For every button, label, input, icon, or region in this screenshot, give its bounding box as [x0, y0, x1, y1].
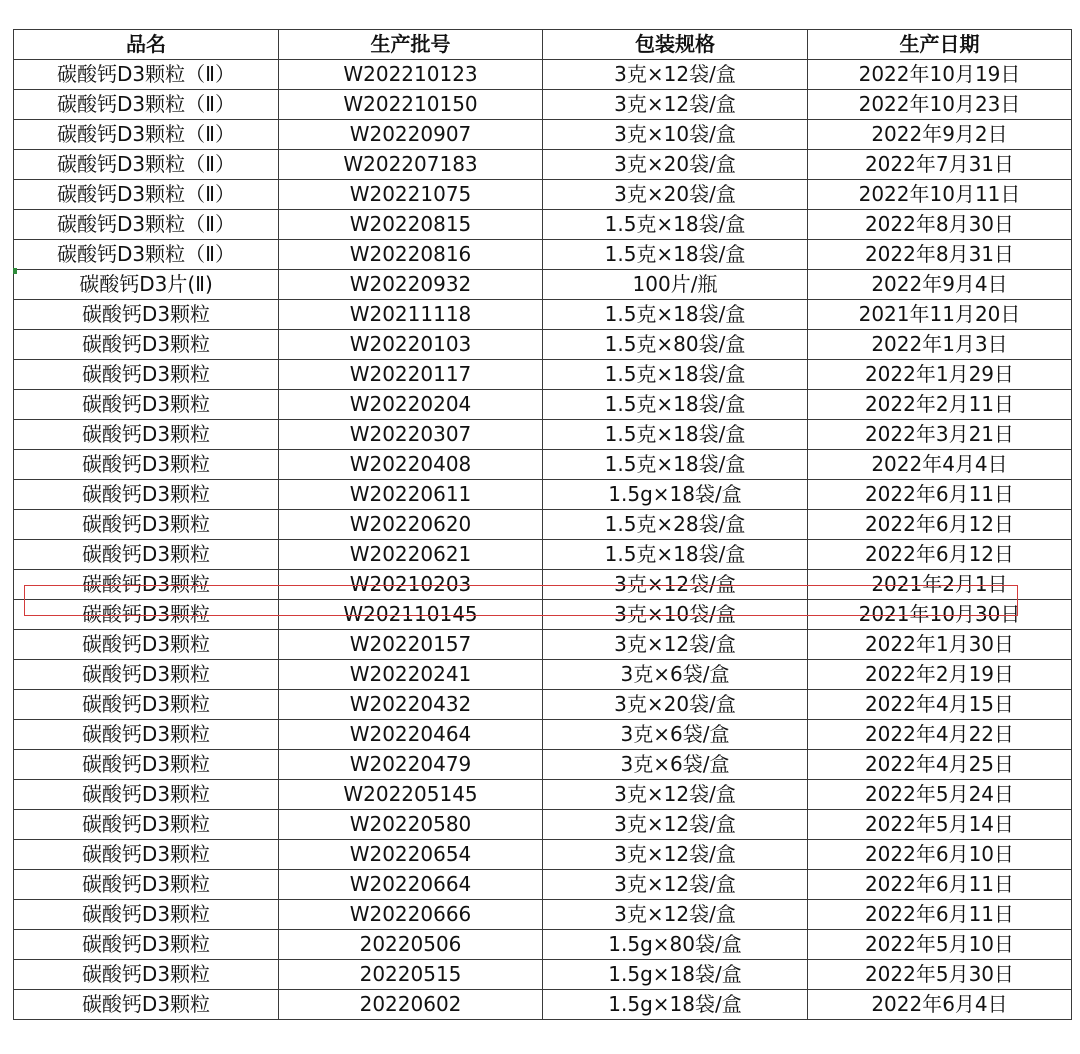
cell-product-name: 碳酸钙D3颗粒 — [14, 630, 279, 660]
header-package-spec: 包装规格 — [543, 30, 808, 60]
table-row — [14, 660, 1072, 690]
cell-package-spec: 3克×20袋/盒 — [543, 150, 808, 180]
table-body — [14, 60, 1072, 1020]
cell-package-spec: 1.5g×18袋/盒 — [543, 480, 808, 510]
cell-production-date: 2022年5月24日 — [808, 780, 1072, 810]
cell-product-name: 碳酸钙D3颗粒 — [14, 450, 279, 480]
cell-package-spec: 3克×10袋/盒 — [543, 120, 808, 150]
cell-batch-number: W20220432 — [279, 690, 543, 720]
table-row — [14, 300, 1072, 330]
cell-package-spec: 1.5克×28袋/盒 — [543, 510, 808, 540]
table-row — [14, 360, 1072, 390]
cell-production-date: 2022年10月11日 — [808, 180, 1072, 210]
cell-product-name: 碳酸钙D3颗粒 — [14, 900, 279, 930]
cell-production-date: 2022年7月31日 — [808, 150, 1072, 180]
table-row — [14, 900, 1072, 930]
cell-production-date: 2022年10月19日 — [808, 60, 1072, 90]
cell-product-name: 碳酸钙D3颗粒（Ⅱ） — [14, 150, 279, 180]
cell-production-date: 2022年6月11日 — [808, 480, 1072, 510]
cell-package-spec: 3克×12袋/盒 — [543, 900, 808, 930]
cell-production-date: 2022年3月21日 — [808, 420, 1072, 450]
cell-batch-number: W20220654 — [279, 840, 543, 870]
table-row — [14, 330, 1072, 360]
cell-production-date: 2022年4月4日 — [808, 450, 1072, 480]
cell-production-date: 2022年2月19日 — [808, 660, 1072, 690]
cell-package-spec: 3克×6袋/盒 — [543, 720, 808, 750]
cell-product-name: 碳酸钙D3颗粒 — [14, 330, 279, 360]
cell-package-spec: 1.5克×80袋/盒 — [543, 330, 808, 360]
cell-production-date: 2022年2月11日 — [808, 390, 1072, 420]
cell-batch-number: W20220621 — [279, 540, 543, 570]
cell-production-date: 2022年4月25日 — [808, 750, 1072, 780]
table-row — [14, 390, 1072, 420]
cell-package-spec: 1.5克×18袋/盒 — [543, 210, 808, 240]
table-row — [14, 240, 1072, 270]
table-row — [14, 720, 1072, 750]
cell-product-name: 碳酸钙D3片(Ⅱ) — [14, 270, 279, 300]
cell-batch-number: W20211118 — [279, 300, 543, 330]
cell-production-date: 2022年5月14日 — [808, 810, 1072, 840]
cell-package-spec: 1.5克×18袋/盒 — [543, 420, 808, 450]
cell-batch-number: W20220157 — [279, 630, 543, 660]
cell-batch-number: W20220815 — [279, 210, 543, 240]
cell-batch-number: W202207183 — [279, 150, 543, 180]
cell-product-name: 碳酸钙D3颗粒 — [14, 510, 279, 540]
cell-batch-number: W20220664 — [279, 870, 543, 900]
cell-product-name: 碳酸钙D3颗粒 — [14, 390, 279, 420]
cell-production-date: 2022年4月22日 — [808, 720, 1072, 750]
cell-product-name: 碳酸钙D3颗粒 — [14, 960, 279, 990]
cell-package-spec: 3克×12袋/盒 — [543, 810, 808, 840]
cell-production-date: 2022年8月31日 — [808, 240, 1072, 270]
cell-batch-number: W20220204 — [279, 390, 543, 420]
cell-product-name: 碳酸钙D3颗粒（Ⅱ） — [14, 60, 279, 90]
cell-product-name: 碳酸钙D3颗粒 — [14, 720, 279, 750]
cell-package-spec: 3克×20袋/盒 — [543, 690, 808, 720]
table-row — [14, 510, 1072, 540]
cell-batch-number: 20220506 — [279, 930, 543, 960]
cell-product-name: 碳酸钙D3颗粒 — [14, 690, 279, 720]
cell-batch-number: W20220464 — [279, 720, 543, 750]
cell-package-spec: 1.5克×18袋/盒 — [543, 540, 808, 570]
cell-batch-number: W202210123 — [279, 60, 543, 90]
cell-batch-number: W20220666 — [279, 900, 543, 930]
cell-product-name: 碳酸钙D3颗粒（Ⅱ） — [14, 180, 279, 210]
cell-production-date: 2022年6月10日 — [808, 840, 1072, 870]
table-row — [14, 780, 1072, 810]
cell-production-date: 2021年2月1日 — [808, 570, 1072, 600]
cell-production-date: 2022年10月23日 — [808, 90, 1072, 120]
cell-batch-number: W20220103 — [279, 330, 543, 360]
cell-package-spec: 1.5g×18袋/盒 — [543, 960, 808, 990]
table-row — [14, 540, 1072, 570]
header-production-date: 生产日期 — [808, 30, 1072, 60]
cell-batch-number: 20220602 — [279, 990, 543, 1020]
cell-corner-mark — [13, 268, 17, 274]
cell-package-spec: 3克×12袋/盒 — [543, 840, 808, 870]
cell-production-date: 2022年6月12日 — [808, 510, 1072, 540]
cell-batch-number: W20220816 — [279, 240, 543, 270]
cell-product-name: 碳酸钙D3颗粒（Ⅱ） — [14, 210, 279, 240]
cell-product-name: 碳酸钙D3颗粒 — [14, 300, 279, 330]
cell-package-spec: 3克×6袋/盒 — [543, 750, 808, 780]
cell-production-date: 2022年9月2日 — [808, 120, 1072, 150]
cell-package-spec: 3克×12袋/盒 — [543, 630, 808, 660]
cell-product-name: 碳酸钙D3颗粒 — [14, 750, 279, 780]
cell-package-spec: 1.5克×18袋/盒 — [543, 360, 808, 390]
cell-package-spec: 100片/瓶 — [543, 270, 808, 300]
cell-product-name: 碳酸钙D3颗粒 — [14, 480, 279, 510]
table-row — [14, 480, 1072, 510]
cell-batch-number: W20220479 — [279, 750, 543, 780]
cell-product-name: 碳酸钙D3颗粒 — [14, 990, 279, 1020]
table-row — [14, 420, 1072, 450]
cell-package-spec: 3克×12袋/盒 — [543, 570, 808, 600]
cell-production-date: 2022年6月11日 — [808, 870, 1072, 900]
cell-batch-number: W20220932 — [279, 270, 543, 300]
cell-package-spec: 3克×10袋/盒 — [543, 600, 808, 630]
cell-batch-number: W20220611 — [279, 480, 543, 510]
cell-product-name: 碳酸钙D3颗粒 — [14, 780, 279, 810]
cell-production-date: 2021年10月30日 — [808, 600, 1072, 630]
cell-package-spec: 3克×12袋/盒 — [543, 90, 808, 120]
cell-package-spec: 1.5g×80袋/盒 — [543, 930, 808, 960]
table-row — [14, 810, 1072, 840]
cell-batch-number: W20220408 — [279, 450, 543, 480]
table-row — [14, 90, 1072, 120]
cell-product-name: 碳酸钙D3颗粒 — [14, 540, 279, 570]
batch-table — [13, 29, 1072, 1020]
table-row — [14, 180, 1072, 210]
cell-batch-number: W20220307 — [279, 420, 543, 450]
cell-batch-number: W202205145 — [279, 780, 543, 810]
cell-batch-number: W20221075 — [279, 180, 543, 210]
cell-batch-number: W20220241 — [279, 660, 543, 690]
table-row — [14, 120, 1072, 150]
cell-production-date: 2022年1月29日 — [808, 360, 1072, 390]
header-row — [14, 30, 1072, 60]
cell-production-date: 2022年9月4日 — [808, 270, 1072, 300]
header-batch-number: 生产批号 — [279, 30, 543, 60]
cell-product-name: 碳酸钙D3颗粒 — [14, 870, 279, 900]
cell-batch-number: W202210150 — [279, 90, 543, 120]
cell-product-name: 碳酸钙D3颗粒 — [14, 420, 279, 450]
cell-product-name: 碳酸钙D3颗粒 — [14, 930, 279, 960]
table-row — [14, 930, 1072, 960]
table-row — [14, 450, 1072, 480]
cell-production-date: 2022年5月30日 — [808, 960, 1072, 990]
table-row — [14, 150, 1072, 180]
cell-batch-number: W20220620 — [279, 510, 543, 540]
table-row — [14, 960, 1072, 990]
table-row — [14, 210, 1072, 240]
cell-product-name: 碳酸钙D3颗粒 — [14, 360, 279, 390]
cell-package-spec: 1.5克×18袋/盒 — [543, 240, 808, 270]
cell-package-spec: 1.5克×18袋/盒 — [543, 300, 808, 330]
cell-production-date: 2021年11月20日 — [808, 300, 1072, 330]
cell-production-date: 2022年5月10日 — [808, 930, 1072, 960]
cell-production-date: 2022年6月12日 — [808, 540, 1072, 570]
cell-production-date: 2022年6月11日 — [808, 900, 1072, 930]
cell-production-date: 2022年6月4日 — [808, 990, 1072, 1020]
cell-package-spec: 3克×12袋/盒 — [543, 60, 808, 90]
table-row — [14, 600, 1072, 630]
cell-package-spec: 3克×20袋/盒 — [543, 180, 808, 210]
table-row — [14, 990, 1072, 1020]
table-row — [14, 570, 1072, 600]
table-row — [14, 870, 1072, 900]
cell-product-name: 碳酸钙D3颗粒（Ⅱ） — [14, 240, 279, 270]
table-row — [14, 630, 1072, 660]
cell-package-spec: 1.5g×18袋/盒 — [543, 990, 808, 1020]
cell-package-spec: 3克×12袋/盒 — [543, 780, 808, 810]
table-row — [14, 750, 1072, 780]
table-row — [14, 690, 1072, 720]
cell-batch-number: W20220907 — [279, 120, 543, 150]
cell-production-date: 2022年4月15日 — [808, 690, 1072, 720]
cell-batch-number: W20220580 — [279, 810, 543, 840]
batch-sheet — [13, 29, 1071, 1020]
cell-production-date: 2022年1月3日 — [808, 330, 1072, 360]
cell-product-name: 碳酸钙D3颗粒 — [14, 570, 279, 600]
cell-production-date: 2022年8月30日 — [808, 210, 1072, 240]
cell-package-spec: 1.5克×18袋/盒 — [543, 450, 808, 480]
cell-package-spec: 1.5克×18袋/盒 — [543, 390, 808, 420]
header-product-name: 品名 — [14, 30, 279, 60]
cell-product-name: 碳酸钙D3颗粒 — [14, 840, 279, 870]
table-row — [14, 840, 1072, 870]
cell-package-spec: 3克×12袋/盒 — [543, 870, 808, 900]
table-row — [14, 270, 1072, 300]
cell-batch-number: W202110145 — [279, 600, 543, 630]
cell-batch-number: W20220117 — [279, 360, 543, 390]
table-row — [14, 60, 1072, 90]
cell-product-name: 碳酸钙D3颗粒（Ⅱ） — [14, 90, 279, 120]
cell-package-spec: 3克×6袋/盒 — [543, 660, 808, 690]
cell-product-name: 碳酸钙D3颗粒 — [14, 660, 279, 690]
cell-batch-number: W20210203 — [279, 570, 543, 600]
cell-batch-number: 20220515 — [279, 960, 543, 990]
cell-production-date: 2022年1月30日 — [808, 630, 1072, 660]
cell-product-name: 碳酸钙D3颗粒 — [14, 810, 279, 840]
cell-product-name: 碳酸钙D3颗粒（Ⅱ） — [14, 120, 279, 150]
cell-product-name: 碳酸钙D3颗粒 — [14, 600, 279, 630]
